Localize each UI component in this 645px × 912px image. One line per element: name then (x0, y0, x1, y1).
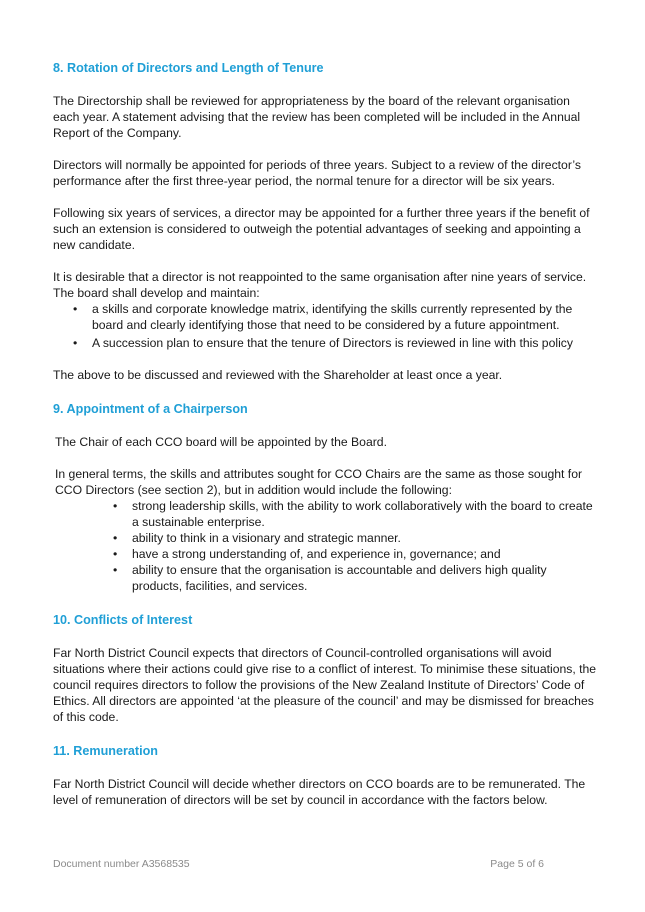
section-9-paragraph-2: In general terms, the skills and attributes sought for CCO Chairs are the same as those sought for CCO Directors (see section 2), but in addition would include the following: (55, 467, 583, 497)
section-11-paragraph-1: Far North District Council will decide whether directors on CCO boards are to be remunerated. The level of remuneration of directors will be set by council in accordance with the factors below. (53, 777, 586, 807)
bullet-icon: • (73, 302, 78, 316)
list-item-text: A succession plan to ensure that the tenure of Directors is reviewed in line with this policy (92, 336, 573, 350)
page-content (53, 60, 598, 808)
list-item (113, 498, 598, 530)
footer-page-number: Page 5 of 6 (490, 858, 544, 870)
list-item (73, 335, 598, 351)
footer-document-number: Document number A3568535 (53, 858, 190, 870)
bullet-icon: • (113, 531, 118, 545)
section-8-paragraph-3: Following six years of services, a director may be appointed for a further three years if the benefit of such an extension is considered to outweigh the potential advantages of seeking and appointing a new candidate. (53, 206, 590, 252)
list-item-text: a skills and corporate knowledge matrix, identifying the skills currently represented by the board and clearly identifying those that need to be considered by a future appointment. (92, 302, 573, 332)
section-9-paragraph-1: The Chair of each CCO board will be appointed by the Board. (55, 435, 387, 449)
section-8-paragraph-4: It is desirable that a director is not reappointed to the same organisation after nine years of service. The board shall develop and maintain: (53, 270, 587, 300)
section-8-heading: 8. Rotation of Directors and Length of Tenure (53, 61, 324, 75)
section-10-heading: 10. Conflicts of Interest (53, 613, 193, 627)
bullet-icon: • (113, 547, 118, 561)
section-8-bullet-list (53, 301, 598, 351)
list-item-text: ability to think in a visionary and strategic manner. (132, 531, 401, 545)
bullet-icon: • (113, 563, 118, 577)
section-8-paragraph-1: The Directorship shall be reviewed for appropriateness by the board of the relevant organisation each year. A statement advising that the review has been completed will be included in the Annual Report of the Company. (53, 94, 581, 140)
bullet-icon: • (113, 499, 118, 513)
list-item-text: strong leadership skills, with the ability to work collaboratively with the board to create a sustainable enterprise. (132, 499, 593, 529)
list-item-text: ability to ensure that the organisation is accountable and delivers high quality products, facilities, and services. (132, 563, 547, 593)
list-item (113, 530, 598, 546)
section-9-heading: 9. Appointment of a Chairperson (53, 402, 248, 416)
bullet-icon: • (73, 336, 78, 350)
list-item (73, 301, 598, 333)
section-8-paragraph-2: Directors will normally be appointed for periods of three years. Subject to a review of the director’s performance after the first three-year period, the normal tenure for a director will be six years. (53, 158, 581, 188)
list-item (113, 546, 598, 562)
list-item-text: have a strong understanding of, and experience in, governance; and (132, 547, 501, 561)
section-11-heading: 11. Remuneration (53, 744, 158, 758)
section-10-paragraph-1: Far North District Council expects that directors of Council-controlled organisations will avoid situations where their actions could give rise to a conflict of interest. To minimise these situations, the council requires directors to follow the provisions of the New Zealand Institute of Directors’ Code of Ethics. All directors are appointed ‘at the pleasure of the council’ and may be dismissed for breaches of this code. (53, 646, 597, 724)
section-8-paragraph-5: The above to be discussed and reviewed with the Shareholder at least once a year. (53, 368, 503, 382)
section-9-bullet-list (53, 498, 598, 594)
list-item (113, 562, 598, 594)
